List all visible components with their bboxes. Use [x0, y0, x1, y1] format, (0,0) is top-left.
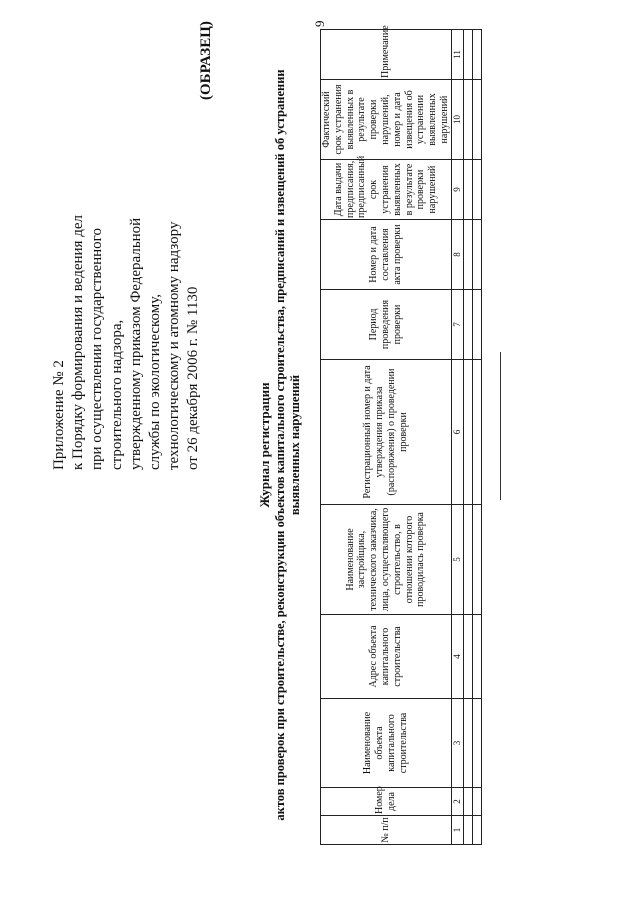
empty-cell — [463, 290, 472, 360]
appendix-line: Приложение № 2 — [51, 360, 67, 470]
empty-cell — [472, 30, 481, 80]
empty-cell — [472, 505, 481, 615]
empty-cell — [463, 699, 472, 788]
empty-cell — [472, 816, 481, 845]
column-number: 6 — [451, 360, 463, 505]
empty-cell — [463, 160, 472, 220]
sample-label: (ОБРАЗЕЦ) — [198, 21, 214, 100]
header-cell: Номер дела — [321, 788, 452, 816]
header-cell: Наименование застройщика, технического заказчика, лица, осуществляющего строительство, в отношении которого проводилась проверка — [321, 505, 452, 615]
page-number: 9 — [312, 20, 327, 27]
column-number: 11 — [451, 30, 463, 80]
column-number-row — [451, 30, 463, 845]
empty-row — [472, 30, 481, 845]
header-cell: Регистрационный номер и дата утверждения приказа (распоряжения) о проведении проверки — [321, 360, 452, 505]
empty-cell — [472, 80, 481, 160]
column-number: 3 — [451, 699, 463, 788]
table-header-row — [321, 30, 452, 845]
column-number: 10 — [451, 80, 463, 160]
header-cell: Наименование объекта капитального строительства — [321, 699, 452, 788]
empty-cell — [463, 360, 472, 505]
header-cell: № п/п — [321, 816, 452, 845]
empty-cell — [472, 699, 481, 788]
empty-cell — [463, 80, 472, 160]
column-number: 1 — [451, 816, 463, 845]
empty-cell — [463, 30, 472, 80]
appendix-line: строительного надзора, — [108, 319, 125, 470]
journal-title-line: актов проверок при строительстве, реконструкции объектов капитального строительства, предписаний и извещений об устранении — [272, 69, 287, 821]
journal-title — [257, 65, 304, 825]
journal-title-line: выявленных нарушений — [288, 374, 302, 516]
empty-cell — [472, 615, 481, 699]
empty-cell — [472, 290, 481, 360]
column-number: 7 — [451, 290, 463, 360]
header-cell: Примечание — [321, 30, 452, 80]
empty-cell — [472, 220, 481, 290]
register-table — [320, 25, 482, 845]
appendix-line: при осуществлении государственного — [89, 228, 106, 470]
column-number: 5 — [451, 505, 463, 615]
empty-cell — [463, 615, 472, 699]
empty-row — [463, 30, 472, 845]
journal-title-line: Журнал регистрации — [257, 382, 272, 508]
appendix-block — [50, 170, 204, 470]
empty-cell — [472, 160, 481, 220]
appendix-line: от 26 декабря 2006 г. № 1130 — [185, 286, 202, 470]
header-cell: Фактический срок устранения выявленных в результате проверки нарушений, номер и дата извещения об устранении выявленных нарушений — [321, 80, 452, 160]
appendix-line: технологическому и атомному надзору — [166, 221, 183, 470]
header-cell: Адрес объекта капитального строительства — [321, 615, 452, 699]
empty-cell — [463, 788, 472, 816]
header-cell: Номер и дата составления акта проверки — [321, 220, 452, 290]
column-number: 8 — [451, 220, 463, 290]
empty-cell — [463, 816, 472, 845]
header-cell: Период проведения проверки — [321, 290, 452, 360]
header-cell: Дата выдачи предписания, предписанный срок устранения выявленных в результате проверки нарушений — [321, 160, 452, 220]
empty-cell — [463, 505, 472, 615]
appendix-line: службы по экологическому, — [147, 294, 164, 470]
column-number: 9 — [451, 160, 463, 220]
appendix-line: утвержденному приказом Федеральной — [127, 217, 144, 470]
empty-cell — [472, 788, 481, 816]
column-number: 2 — [451, 788, 463, 816]
separator-line — [500, 352, 501, 500]
appendix-line: к Порядку формирования и ведения дел — [70, 215, 87, 470]
column-number: 4 — [451, 615, 463, 699]
empty-cell — [463, 220, 472, 290]
empty-cell — [472, 360, 481, 505]
